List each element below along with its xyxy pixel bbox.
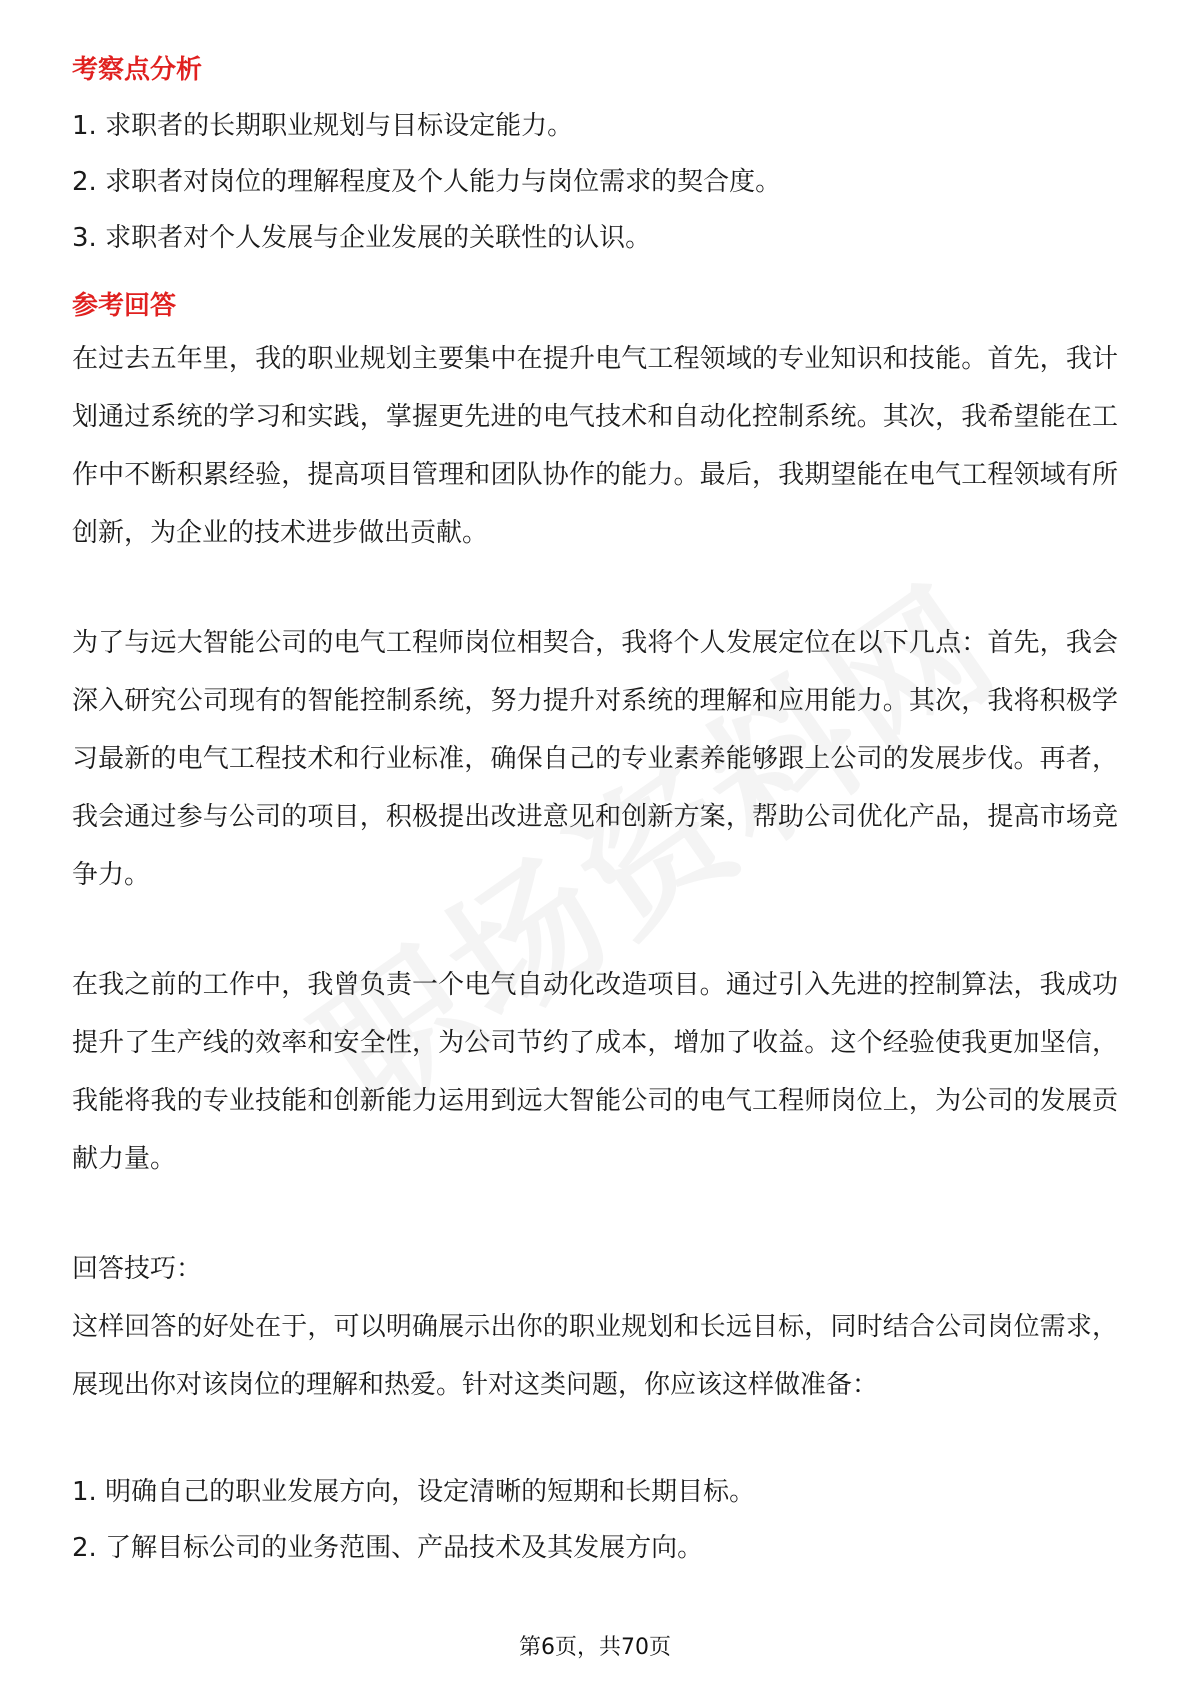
page-number: 第6页，共70页 — [519, 1635, 671, 1660]
tips-intro-paragraph: 这样回答的好处在于，可以明确展示出你的职业规划和长远目标，同时结合公司岗位需求，展现出你对该岗位的理解和热爱。针对这类问题，你应该这样做准备： — [72, 1312, 1118, 1400]
analysis-item-3: 3. 求职者对个人发展与企业发展的关联性的认识。 — [72, 223, 652, 253]
analysis-item-1: 1. 求职者的长期职业规划与目标设定能力。 — [72, 111, 574, 141]
section-heading-analysis: 考察点分析 — [72, 55, 203, 85]
analysis-item-2: 2. 求职者对岗位的理解程度及个人能力与岗位需求的契合度。 — [72, 167, 782, 197]
answer-paragraph-2: 为了与远大智能公司的电气工程师岗位相契合，我将个人发展定位在以下几点：首先，我会深入研究公司现有的智能控制系统，努力提升对系统的理解和应用能力。其次，我将积极学习最新的电气工程技术和行业标准，确保自己的专业素养能够跟上公司的发展步伐。再者，我会通过参与公司的项目，积极提出改进意见和创新方案，帮助公司优化产品，提高市场竞争力。 — [72, 628, 1118, 890]
answer-paragraph-3: 在我之前的工作中，我曾负责一个电气自动化改造项目。通过引入先进的控制算法，我成功提升了生产线的效率和安全性，为公司节约了成本，增加了收益。这个经验使我更加坚信，我能将我的专业技能和创新能力运用到远大智能公司的电气工程师岗位上，为公司的发展贡献力量。 — [72, 970, 1118, 1174]
page-content — [72, 50, 1118, 1568]
tips-heading: 回答技巧： — [72, 1254, 203, 1284]
answer-paragraph-1: 在过去五年里，我的职业规划主要集中在提升电气工程领域的专业知识和技能。首先，我计划通过系统的学习和实践，掌握更先进的电气技术和自动化控制系统。其次，我希望能在工作中不断积累经验，提高项目管理和团队协作的能力。最后，我期望能在电气工程领域有所创新，为企业的技术进步做出贡献。 — [72, 344, 1118, 548]
tips-item-2: 2. 了解目标公司的业务范围、产品技术及其发展方向。 — [72, 1533, 704, 1563]
section-heading-reference-answer: 参考回答 — [72, 291, 177, 321]
tips-item-1: 1. 明确自己的职业发展方向，设定清晰的短期和长期目标。 — [72, 1477, 756, 1507]
